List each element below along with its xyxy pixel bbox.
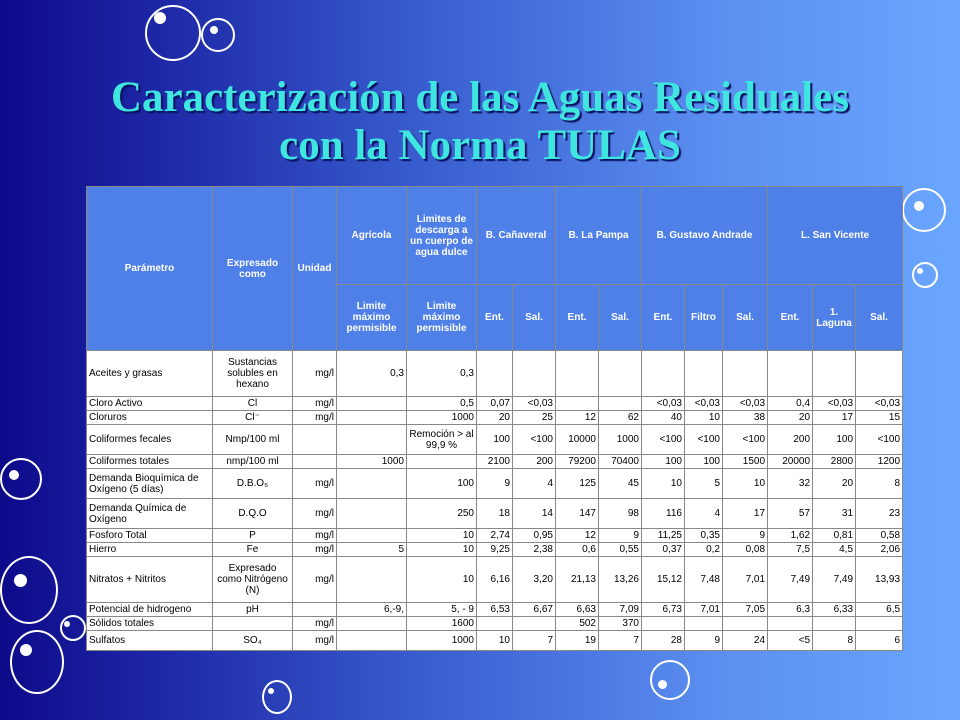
table-cell: 100 (685, 455, 723, 469)
table-cell: 6,73 (642, 603, 685, 617)
table-cell: <0,03 (685, 397, 723, 411)
table-cell: 32 (768, 469, 813, 499)
table-cell (556, 351, 599, 397)
table-cell: mg/l (293, 351, 337, 397)
table-cell (723, 351, 768, 397)
table-cell: 125 (556, 469, 599, 499)
bubble-dot (917, 268, 923, 274)
table-cell: 2,38 (513, 543, 556, 557)
table-cell: mg/l (293, 411, 337, 425)
bubble-decoration (650, 660, 690, 700)
table-row (87, 557, 903, 603)
table-cell: 19 (556, 631, 599, 651)
table-cell (513, 351, 556, 397)
parameter-cell: Cloruros (87, 411, 213, 425)
table-cell (685, 617, 723, 631)
parameter-cell: Cloro Activo (87, 397, 213, 411)
table-cell: 1000 (407, 631, 477, 651)
table-cell: mg/l (293, 469, 337, 499)
table-cell: 3,20 (513, 557, 556, 603)
table-cell: 6,33 (813, 603, 856, 617)
table-row (87, 397, 903, 411)
table-cell: 100 (477, 425, 513, 455)
table-cell: 0,37 (642, 543, 685, 557)
bubble-decoration (10, 630, 64, 694)
table-cell: 45 (599, 469, 642, 499)
table-cell: 370 (599, 617, 642, 631)
table-cell: 0,55 (599, 543, 642, 557)
table-cell: 2800 (813, 455, 856, 469)
table-cell: 10 (685, 411, 723, 425)
table-body (87, 351, 903, 651)
header-b-canaveral: B. Cañaveral (477, 187, 556, 285)
table-cell: 9 (685, 631, 723, 651)
table-cell: 6,-9, (337, 603, 407, 617)
table-cell: pH (213, 603, 293, 617)
table-cell: 0,3 (337, 351, 407, 397)
table-cell: 8 (813, 631, 856, 651)
table-cell (723, 617, 768, 631)
table-cell: 4 (685, 499, 723, 529)
table-cell (513, 617, 556, 631)
subheader-cell: Filtro (685, 285, 723, 351)
table-cell: 13,26 (599, 557, 642, 603)
table-cell: 100 (813, 425, 856, 455)
table-row (87, 529, 903, 543)
table-cell: 5, - 9 (407, 603, 477, 617)
subheader-cell: Sal. (723, 285, 768, 351)
parameter-cell: Nitratos + Nitritos (87, 557, 213, 603)
table-cell: 1000 (599, 425, 642, 455)
table-cell: 1200 (856, 455, 903, 469)
header-limites-descarga: Limites de descarga a un cuerpo de agua dulce (407, 187, 477, 285)
bubble-decoration (201, 18, 235, 52)
table-cell: 1000 (407, 411, 477, 425)
bubble-decoration (262, 680, 292, 714)
table-cell (407, 455, 477, 469)
table-cell: 7,01 (723, 557, 768, 603)
table-cell (685, 351, 723, 397)
table-cell: 6 (856, 631, 903, 651)
table-cell (337, 425, 407, 455)
table-row (87, 411, 903, 425)
table-cell: 5 (337, 543, 407, 557)
table-cell: 18 (477, 499, 513, 529)
table-cell: 10 (477, 631, 513, 651)
table-cell: 250 (407, 499, 477, 529)
table-cell: D.B.O₅ (213, 469, 293, 499)
table-cell: 0,58 (856, 529, 903, 543)
table-cell: 20 (813, 469, 856, 499)
table-cell (337, 631, 407, 651)
table-cell: SO₄ (213, 631, 293, 651)
parameter-cell: Coliformes fecales (87, 425, 213, 455)
table-cell: 17 (723, 499, 768, 529)
table-cell: 20 (477, 411, 513, 425)
table-cell: 1500 (723, 455, 768, 469)
table-cell (337, 499, 407, 529)
table-cell: 100 (642, 455, 685, 469)
table-cell: 0,3 (407, 351, 477, 397)
table-cell: 502 (556, 617, 599, 631)
table-cell (337, 617, 407, 631)
parameter-cell: Hierro (87, 543, 213, 557)
bubble-dot (914, 201, 924, 211)
bubble-decoration (145, 5, 201, 61)
table-cell: 6,63 (556, 603, 599, 617)
table-cell: 13,93 (856, 557, 903, 603)
bubble-decoration (912, 262, 938, 288)
table-cell: 1,62 (768, 529, 813, 543)
table-cell: 31 (813, 499, 856, 529)
table-cell: <100 (513, 425, 556, 455)
table-cell: mg/l (293, 617, 337, 631)
table-cell: Cl (213, 397, 293, 411)
table-cell (599, 351, 642, 397)
table-cell: 0,4 (768, 397, 813, 411)
table-cell: 0,6 (556, 543, 599, 557)
table-cell: <100 (642, 425, 685, 455)
table-cell: 2,06 (856, 543, 903, 557)
table-cell: 0,08 (723, 543, 768, 557)
table-cell (599, 397, 642, 411)
parameter-cell: Demanda Química de Oxígeno (87, 499, 213, 529)
table-cell: 6,3 (768, 603, 813, 617)
table-cell: 15,12 (642, 557, 685, 603)
table-cell: 57 (768, 499, 813, 529)
table-cell: 10 (407, 543, 477, 557)
table-cell: 15 (856, 411, 903, 425)
table-cell: <100 (856, 425, 903, 455)
table-cell: 20 (768, 411, 813, 425)
table-row (87, 425, 903, 455)
table-cell: <100 (723, 425, 768, 455)
table-cell: 0,35 (685, 529, 723, 543)
table-cell: 25 (513, 411, 556, 425)
table-cell (813, 351, 856, 397)
slide-title (0, 74, 960, 170)
table-cell: 17 (813, 411, 856, 425)
table-cell: mg/l (293, 397, 337, 411)
bubble-dot (210, 26, 218, 34)
water-characterization-table (86, 186, 903, 651)
table-cell: 9,25 (477, 543, 513, 557)
header-unidad: Unidad (293, 187, 337, 351)
table-cell: 200 (768, 425, 813, 455)
table-cell: 7,49 (768, 557, 813, 603)
table-cell: <0,03 (856, 397, 903, 411)
table-cell (813, 617, 856, 631)
table-row (87, 631, 903, 651)
parameter-cell: Sólidos totales (87, 617, 213, 631)
subheader-cell: Ent. (556, 285, 599, 351)
table-row (87, 603, 903, 617)
table-cell: D.Q.O (213, 499, 293, 529)
bubble-dot (20, 644, 32, 656)
table-cell: 38 (723, 411, 768, 425)
table-cell (337, 557, 407, 603)
table-cell: Remoción > al 99,9 % (407, 425, 477, 455)
table-cell (213, 617, 293, 631)
table-cell (293, 603, 337, 617)
table-cell (337, 469, 407, 499)
table-cell: 4 (513, 469, 556, 499)
bubble-decoration (60, 615, 86, 641)
subheader-cell: 1. Laguna (813, 285, 856, 351)
header-limite-descarga: Limite máximo permisible (407, 285, 477, 351)
bubble-dot (154, 12, 166, 24)
table-cell: <0,03 (513, 397, 556, 411)
table-cell: 6,67 (513, 603, 556, 617)
table-cell: 11,25 (642, 529, 685, 543)
subheader-cell: Sal. (513, 285, 556, 351)
table-cell: 62 (599, 411, 642, 425)
table-cell: 10 (407, 529, 477, 543)
table-cell: mg/l (293, 631, 337, 651)
table-cell: 7,49 (813, 557, 856, 603)
bubble-decoration (0, 556, 58, 624)
table-row (87, 469, 903, 499)
table-cell: <5 (768, 631, 813, 651)
subheader-cell: Ent. (768, 285, 813, 351)
bubble-dot (658, 680, 667, 689)
parameter-cell: Potencial de hidrogeno (87, 603, 213, 617)
table-cell (856, 617, 903, 631)
table-cell: Nmp/100 ml (213, 425, 293, 455)
table-cell: nmp/100 ml (213, 455, 293, 469)
bubble-dot (14, 574, 27, 587)
table-cell (642, 351, 685, 397)
table-row (87, 617, 903, 631)
title-line-1: Caracterización de las Aguas Residuales (110, 74, 850, 121)
table-cell: 5 (685, 469, 723, 499)
table-cell: 9 (723, 529, 768, 543)
header-parametro: Parámetro (87, 187, 213, 351)
table-cell: 20000 (768, 455, 813, 469)
parameter-cell: Demanda Bioquímica de Oxígeno (5 días) (87, 469, 213, 499)
table-cell: 28 (642, 631, 685, 651)
title-line-2: con la Norma TULAS (279, 122, 681, 169)
table-cell: <0,03 (642, 397, 685, 411)
parameter-cell: Sulfatos (87, 631, 213, 651)
table-cell (477, 617, 513, 631)
table-row (87, 543, 903, 557)
table-cell: 7,01 (685, 603, 723, 617)
table-cell: 7,09 (599, 603, 642, 617)
header-l-san-vicente: L. San Vicente (768, 187, 903, 285)
table-cell: mg/l (293, 529, 337, 543)
table-cell: <0,03 (813, 397, 856, 411)
table-cell: 1600 (407, 617, 477, 631)
bubble-dot (64, 621, 70, 627)
header-b-la-pampa: B. La Pampa (556, 187, 642, 285)
bubble-dot (9, 470, 19, 480)
parameter-cell: Fosforo Total (87, 529, 213, 543)
table-cell: 6,16 (477, 557, 513, 603)
table-cell: 2100 (477, 455, 513, 469)
bubble-dot (268, 688, 274, 694)
table-cell (768, 617, 813, 631)
subheader-cell: Ent. (642, 285, 685, 351)
table-cell: 7,48 (685, 557, 723, 603)
table-cell: 0,2 (685, 543, 723, 557)
table-cell: 200 (513, 455, 556, 469)
table-cell: 10 (642, 469, 685, 499)
table-cell: 7,05 (723, 603, 768, 617)
table-cell: 6,5 (856, 603, 903, 617)
subheader-cell: Sal. (856, 285, 903, 351)
table-cell: 7 (599, 631, 642, 651)
table-cell: 23 (856, 499, 903, 529)
table-cell: 4,5 (813, 543, 856, 557)
table-cell: 116 (642, 499, 685, 529)
table-cell: 8 (856, 469, 903, 499)
table-cell: 7,5 (768, 543, 813, 557)
table-cell: 7 (513, 631, 556, 651)
table-cell: 1000 (337, 455, 407, 469)
table-cell (293, 425, 337, 455)
table-cell: 0,07 (477, 397, 513, 411)
table-row (87, 499, 903, 529)
table-cell: 147 (556, 499, 599, 529)
table-cell: mg/l (293, 557, 337, 603)
table-cell: mg/l (293, 543, 337, 557)
table-cell: 9 (477, 469, 513, 499)
table-cell (856, 351, 903, 397)
table-cell (477, 351, 513, 397)
table-cell: mg/l (293, 499, 337, 529)
table-cell (556, 397, 599, 411)
table-cell (337, 411, 407, 425)
table-cell (293, 455, 337, 469)
table-cell: 12 (556, 529, 599, 543)
table-cell: 70400 (599, 455, 642, 469)
table-cell: 2,74 (477, 529, 513, 543)
table-cell: 98 (599, 499, 642, 529)
header-limite-agricola: Limite máximo permisible (337, 285, 407, 351)
table-cell (642, 617, 685, 631)
table-cell (337, 529, 407, 543)
header-agricola: Agrícola (337, 187, 407, 285)
parameter-cell: Coliformes totales (87, 455, 213, 469)
table-cell: 10 (723, 469, 768, 499)
table-cell: 79200 (556, 455, 599, 469)
table-cell: 0,5 (407, 397, 477, 411)
table-cell: <0,03 (723, 397, 768, 411)
table-cell: P (213, 529, 293, 543)
table-cell: 0,81 (813, 529, 856, 543)
table-cell: 40 (642, 411, 685, 425)
table-cell: Expresado como Nitrógeno (N) (213, 557, 293, 603)
table-cell: 6,53 (477, 603, 513, 617)
parameter-cell: Aceites y grasas (87, 351, 213, 397)
bubble-decoration (0, 458, 42, 500)
table-row (87, 455, 903, 469)
subheader-cell: Sal. (599, 285, 642, 351)
table-cell: <100 (685, 425, 723, 455)
table-cell: Sustancias solubles en hexano (213, 351, 293, 397)
table-cell (768, 351, 813, 397)
header-b-gustavo-andrade: B. Gustavo Andrade (642, 187, 768, 285)
table-cell: 24 (723, 631, 768, 651)
table-cell: 12 (556, 411, 599, 425)
table-cell: 10 (407, 557, 477, 603)
table-cell: 21,13 (556, 557, 599, 603)
table-row (87, 351, 903, 397)
table-cell: Fe (213, 543, 293, 557)
table-cell (337, 397, 407, 411)
table-cell: Cl⁻ (213, 411, 293, 425)
table-cell: 9 (599, 529, 642, 543)
header-expresado-como: Expresado como (213, 187, 293, 351)
table-cell: 0,95 (513, 529, 556, 543)
table-cell: 100 (407, 469, 477, 499)
table-cell: 14 (513, 499, 556, 529)
subheader-cell: Ent. (477, 285, 513, 351)
bubble-decoration (902, 188, 946, 232)
table-cell: 10000 (556, 425, 599, 455)
